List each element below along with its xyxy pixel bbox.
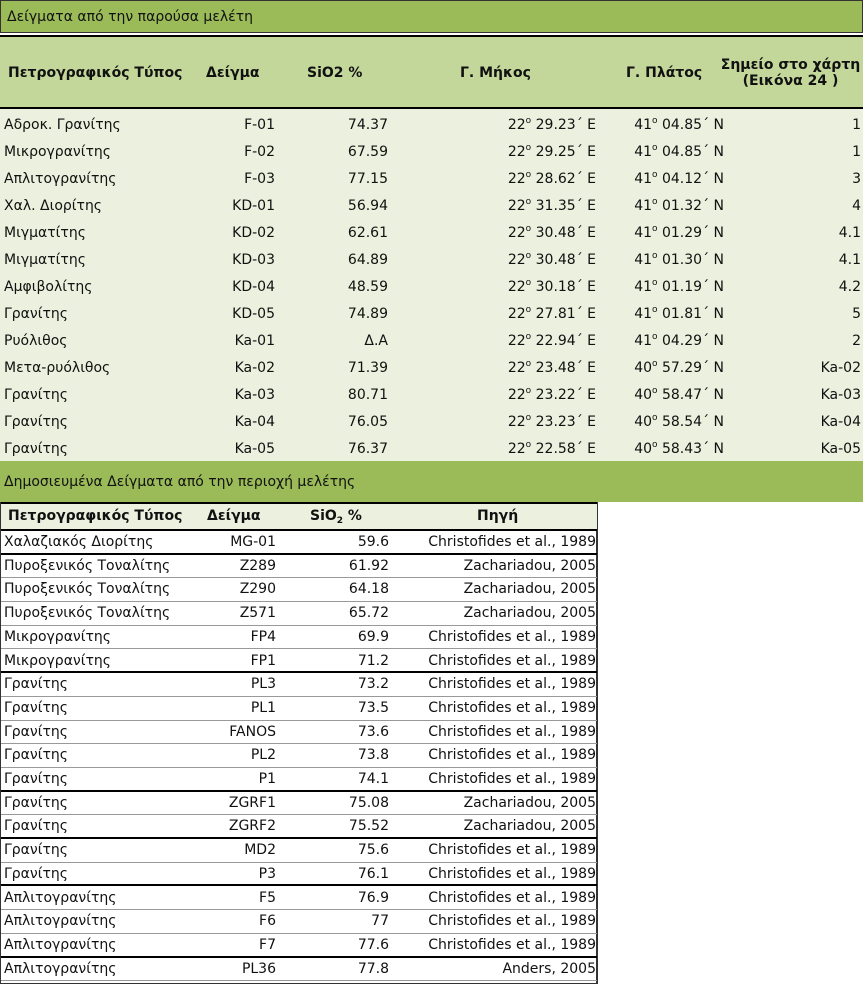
table-row <box>0 436 863 463</box>
cell-type: Γρανίτης <box>4 747 68 764</box>
section1-header-row <box>0 35 863 109</box>
cell-source: Christofides et al., 1989 <box>428 842 596 859</box>
header-longitude: Γ. Μήκος <box>460 65 531 81</box>
header-petro-type: Πετρογραφικός Τύπος <box>8 65 183 81</box>
section2-table <box>0 502 598 984</box>
cell-type: Μικρογρανίτης <box>4 628 111 645</box>
header-map-point-line2: (Εικόνα 24 ) <box>742 73 839 89</box>
cell-sample: Ka-03 <box>234 387 275 403</box>
cell-type: Αμφιβολίτης <box>4 279 93 295</box>
cell-sio2: 64.18 <box>348 581 389 598</box>
cell-map-point: Ka-05 <box>820 441 861 457</box>
cell-sio2: 65.72 <box>348 605 389 622</box>
cell-source: Christofides et al., 1989 <box>428 747 596 764</box>
cell-type: Απλιτογρανίτης <box>4 936 117 953</box>
cell-sio2: 67.59 <box>347 144 388 160</box>
cell-sio2: 76.37 <box>347 441 388 457</box>
table-row <box>1 578 597 602</box>
cell-type: Γρανίτης <box>4 676 68 693</box>
cell-sio2: 76.1 <box>357 865 389 882</box>
cell-type: Μικρογρανίτης <box>4 144 111 160</box>
header2-sio2: SiO$_2$ % <box>310 508 362 526</box>
cell-sample: PL36 <box>241 960 276 977</box>
table-row <box>1 792 597 816</box>
cell-latitude: 41$^o$ 01.32΄ N <box>634 197 724 214</box>
header2-sample: Δείγμα <box>207 508 261 524</box>
cell-sio2: 48.59 <box>347 279 388 295</box>
table-row <box>0 382 863 409</box>
cell-source: Zachariadou, 2005 <box>463 794 596 811</box>
cell-source: Christofides et al., 1989 <box>428 771 596 787</box>
cell-sio2: Δ.Α <box>364 333 388 349</box>
cell-type: Μιγματίτης <box>4 225 86 241</box>
cell-sample: Ka-05 <box>234 441 275 457</box>
cell-source: Christofides et al., 1989 <box>428 534 596 550</box>
cell-latitude: 41$^o$ 04.85΄ N <box>634 116 724 133</box>
cell-sio2: 75.6 <box>357 842 389 859</box>
cell-type: Απλιτογρανίτης <box>4 889 117 906</box>
table-row <box>1 910 597 934</box>
cell-latitude: 41$^o$ 04.85΄ N <box>634 143 724 160</box>
cell-sio2: 74.1 <box>357 771 389 787</box>
cell-map-point: Ka-03 <box>820 387 861 403</box>
cell-latitude: 41$^o$ 01.19΄ N <box>634 278 724 295</box>
cell-longitude: 22$^o$ 31.35΄ E <box>507 197 596 214</box>
cell-sio2: 64.89 <box>347 252 388 268</box>
table-row <box>1 934 597 958</box>
cell-map-point: 5 <box>852 306 861 322</box>
header2-petro-type: Πετρογραφικός Τύπος <box>8 508 183 524</box>
cell-longitude: 22$^o$ 22.94΄ E <box>507 332 596 349</box>
cell-type: Γρανίτης <box>4 306 68 322</box>
cell-type: Απλιτογρανίτης <box>4 960 117 977</box>
table-row <box>1 839 597 863</box>
section2-title-bar <box>0 461 863 502</box>
table-row <box>1 673 597 697</box>
cell-sio2: 80.71 <box>347 387 388 403</box>
cell-map-point: 1 <box>852 117 861 133</box>
cell-source: Christofides et al., 1989 <box>428 889 596 906</box>
table-row <box>0 112 863 139</box>
section2-title: Δημοσιευμένα Δείγματα από την περιοχή μελέτης <box>4 473 356 490</box>
cell-longitude: 22$^o$ 30.48΄ E <box>507 224 596 241</box>
cell-sio2: 73.8 <box>357 747 389 764</box>
cell-type: Γρανίτης <box>4 818 68 835</box>
table-row <box>1 721 597 745</box>
cell-sample: P3 <box>258 865 276 882</box>
cell-map-point: 4.1 <box>838 225 861 241</box>
cell-sio2: 76.9 <box>357 889 389 906</box>
table-row <box>1 650 597 674</box>
cell-sio2: 74.89 <box>347 306 388 322</box>
cell-sio2: 77 <box>371 913 389 930</box>
cell-sample: KD-05 <box>232 306 275 322</box>
cell-type: Γρανίτης <box>4 699 68 716</box>
table-row <box>1 602 597 626</box>
cell-source: Christofides et al., 1989 <box>428 652 596 669</box>
cell-sio2: 61.92 <box>348 557 389 574</box>
cell-sample: F-01 <box>244 117 275 133</box>
cell-type: Γρανίτης <box>4 842 68 859</box>
cell-sample: PL1 <box>250 699 276 716</box>
cell-type: Γρανίτης <box>4 387 68 403</box>
cell-sio2: 73.6 <box>357 723 389 740</box>
table-row <box>0 247 863 274</box>
header-latitude: Γ. Πλάτος <box>626 65 703 81</box>
cell-source: Christofides et al., 1989 <box>428 913 596 930</box>
cell-source: Christofides et al., 1989 <box>428 936 596 953</box>
cell-sample: ZGRF1 <box>228 794 276 811</box>
table-row <box>0 193 863 220</box>
cell-sample: FP4 <box>250 628 276 645</box>
cell-longitude: 22$^o$ 30.18΄ E <box>507 278 596 295</box>
header-map-point-line1: Σημείο στο χάρτη <box>720 57 861 73</box>
cell-sample: F7 <box>259 936 276 953</box>
cell-sample: F6 <box>259 913 276 930</box>
cell-map-point: 3 <box>852 171 861 187</box>
cell-map-point: 2 <box>852 333 861 349</box>
header-map-point <box>718 37 863 109</box>
cell-map-point: 4.2 <box>838 279 861 295</box>
cell-type: Μιγματίτης <box>4 252 86 268</box>
cell-map-point: 4 <box>852 198 861 214</box>
cell-sio2: 77.8 <box>357 960 389 977</box>
table-row <box>1 863 597 887</box>
cell-type: Γρανίτης <box>4 794 68 811</box>
cell-source: Christofides et al., 1989 <box>428 723 596 740</box>
table-row <box>0 274 863 301</box>
cell-sio2: 77.6 <box>357 936 389 953</box>
cell-source: Zachariadou, 2005 <box>463 818 596 835</box>
cell-sio2: 75.08 <box>348 794 389 811</box>
cell-sio2: 76.05 <box>347 414 388 430</box>
cell-sio2: 77.15 <box>347 171 388 187</box>
table-row <box>0 220 863 247</box>
cell-map-point: 1 <box>852 144 861 160</box>
cell-map-point: Ka-04 <box>820 414 861 430</box>
section2-header-row <box>1 502 597 531</box>
cell-sample: F-03 <box>244 171 275 187</box>
cell-type: Πυροξενικός Τοναλίτης <box>4 557 171 574</box>
cell-type: Χαλαζιακός Διορίτης <box>4 534 154 550</box>
cell-type: Αδροκ. Γρανίτης <box>4 117 121 133</box>
cell-sample: FP1 <box>250 652 276 669</box>
section1-title: Δείγματα από την παρούσα μελέτη <box>7 8 254 25</box>
table-row <box>1 768 597 792</box>
cell-sample: KD-01 <box>232 198 275 214</box>
cell-longitude: 22$^o$ 29.25΄ E <box>507 143 596 160</box>
cell-sample: Z289 <box>239 557 276 574</box>
table-row <box>1 815 597 839</box>
cell-sample: Ka-01 <box>234 333 275 349</box>
cell-sio2: 71.39 <box>347 360 388 376</box>
cell-source: Christofides et al., 1989 <box>428 865 596 882</box>
cell-latitude: 40$^o$ 58.47΄ N <box>634 386 724 403</box>
cell-type: Μικρογρανίτης <box>4 652 111 669</box>
cell-type: Απλιτογρανίτης <box>4 171 117 187</box>
cell-source: Christofides et al., 1989 <box>428 699 596 716</box>
cell-sample: KD-02 <box>232 225 275 241</box>
cell-longitude: 22$^o$ 22.58΄ E <box>507 440 596 457</box>
cell-longitude: 22$^o$ 23.48΄ E <box>507 359 596 376</box>
cell-source: Zachariadou, 2005 <box>463 581 596 598</box>
cell-latitude: 40$^o$ 57.29΄ N <box>634 359 724 376</box>
cell-type: Γρανίτης <box>4 723 68 740</box>
cell-longitude: 22$^o$ 28.62΄ E <box>507 170 596 187</box>
table-row <box>0 328 863 355</box>
cell-source: Zachariadou, 2005 <box>463 605 596 622</box>
cell-sample: F5 <box>259 889 276 906</box>
table-row <box>1 744 597 768</box>
cell-type: Μετα-ρυόλιθος <box>4 360 111 376</box>
header2-source: Πηγή <box>477 508 519 524</box>
cell-sio2: 62.61 <box>347 225 388 241</box>
cell-sample: PL3 <box>250 676 276 693</box>
cell-latitude: 41$^o$ 01.30΄ N <box>634 251 724 268</box>
cell-longitude: 22$^o$ 29.23΄ E <box>507 116 596 133</box>
cell-sample: Z571 <box>239 605 276 622</box>
cell-longitude: 22$^o$ 27.81΄ E <box>507 305 596 322</box>
table-row <box>1 958 597 982</box>
table-row <box>0 409 863 436</box>
cell-type: Γρανίτης <box>4 865 68 882</box>
cell-sample: Ka-04 <box>234 414 275 430</box>
cell-sample: MG-01 <box>230 534 276 550</box>
table-row <box>0 301 863 328</box>
cell-map-point: 4.1 <box>838 252 861 268</box>
cell-source: Anders, 2005 <box>502 960 596 977</box>
cell-latitude: 41$^o$ 01.81΄ N <box>634 305 724 322</box>
cell-sio2: 75.52 <box>348 818 389 835</box>
cell-type: Γρανίτης <box>4 441 68 457</box>
cell-sample: KD-03 <box>232 252 275 268</box>
cell-longitude: 22$^o$ 30.48΄ E <box>507 251 596 268</box>
section1-title-bar <box>0 0 863 33</box>
cell-sample: ZGRF2 <box>228 818 276 835</box>
cell-type: Χαλ. Διορίτης <box>4 198 103 214</box>
cell-latitude: 40$^o$ 58.54΄ N <box>634 413 724 430</box>
cell-source: Christofides et al., 1989 <box>428 628 596 645</box>
table-row <box>1 626 597 650</box>
table-row <box>1 697 597 721</box>
cell-sample: MD2 <box>244 842 276 859</box>
cell-type: Γρανίτης <box>4 771 68 787</box>
cell-sample: KD-04 <box>232 279 275 295</box>
cell-sample: F-02 <box>244 144 275 160</box>
table-row <box>0 139 863 166</box>
cell-sio2: 69.9 <box>357 628 389 645</box>
cell-sio2: 56.94 <box>347 198 388 214</box>
cell-sample: P1 <box>258 771 276 787</box>
cell-sample: Ka-02 <box>234 360 275 376</box>
table-row <box>1 555 597 579</box>
cell-sample: FANOS <box>229 723 276 740</box>
cell-type: Ρυόλιθος <box>4 333 68 349</box>
cell-sample: Z290 <box>239 581 276 598</box>
table-row <box>0 355 863 382</box>
cell-latitude: 41$^o$ 01.29΄ N <box>634 224 724 241</box>
table-row <box>1 887 597 911</box>
table-row <box>1 531 597 555</box>
cell-longitude: 22$^o$ 23.23΄ E <box>507 413 596 430</box>
section1-table-body <box>0 109 863 461</box>
cell-type: Πυροξενικός Τοναλίτης <box>4 605 171 622</box>
cell-sio2: 73.2 <box>357 676 389 693</box>
cell-latitude: 41$^o$ 04.12΄ N <box>634 170 724 187</box>
cell-map-point: Ka-02 <box>820 360 861 376</box>
cell-sio2: 71.2 <box>357 652 389 669</box>
cell-longitude: 22$^o$ 23.22΄ E <box>507 386 596 403</box>
cell-latitude: 40$^o$ 58.43΄ N <box>634 440 724 457</box>
cell-sio2: 73.5 <box>357 699 389 716</box>
header-sample: Δείγμα <box>206 65 260 81</box>
cell-sio2: 59.6 <box>357 534 389 550</box>
header-sio2: SiO2 % <box>307 65 363 81</box>
cell-sio2: 74.37 <box>347 117 388 133</box>
cell-type: Γρανίτης <box>4 414 68 430</box>
cell-latitude: 41$^o$ 04.29΄ N <box>634 332 724 349</box>
cell-sample: PL2 <box>250 747 276 764</box>
cell-type: Απλιτογρανίτης <box>4 913 117 930</box>
table-row <box>0 166 863 193</box>
cell-source: Zachariadou, 2005 <box>463 557 596 574</box>
cell-type: Πυροξενικός Τοναλίτης <box>4 581 171 598</box>
cell-source: Christofides et al., 1989 <box>428 676 596 693</box>
